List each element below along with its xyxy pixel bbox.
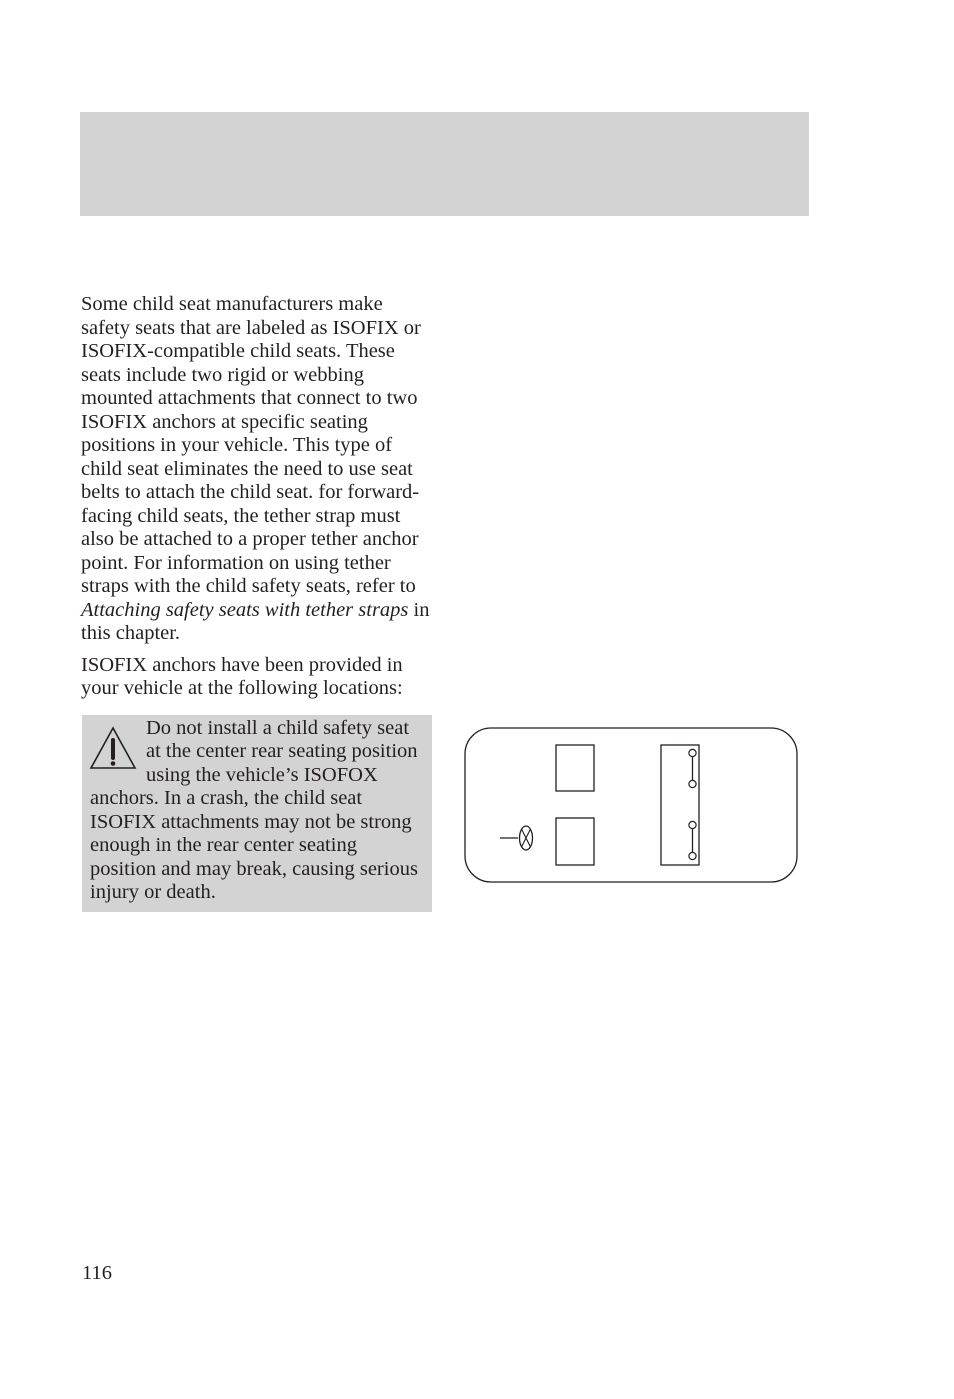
warning-triangle-icon [88,725,138,773]
anchor-locations-paragraph: ISOFIX anchors have been provided in your vehicle at the following locations: [81,653,403,699]
warning-text: Do not install a child safety seat at the center rear seating position using the vehicle’s ISOFOX anchors. In a crash, the child seat ISOFIX attachments may not be strong enough in the rear center seating position and may break, causing serious injury or death. [90,716,418,903]
isofix-anchor-location-diagram [464,727,798,883]
intro-text: Some child seat manufacturers make safety seats that are labeled as ISOFIX or ISOFIX-compatible child seats. These seats include two rigid or webbing mounted attachments that connect to two ISOFIX anchors at specific seating positions in your vehicle. This type of child seat eliminates the need to use seat belts to attach the child seat. for forward-facing child seats, the tether strap must also be attached to a proper tether anchor point. For information on using tether straps with the child safety seats, refer to [81,293,421,597]
main-text-column [81,293,433,912]
intro-text-end: in this chapter. [81,598,430,644]
header-band [80,112,809,216]
isofix-intro-paragraph [81,293,433,646]
warning-box [82,715,432,912]
page-number: 116 [82,1262,112,1284]
cross-reference-link: Attaching safety seats with tether straps [81,598,409,621]
